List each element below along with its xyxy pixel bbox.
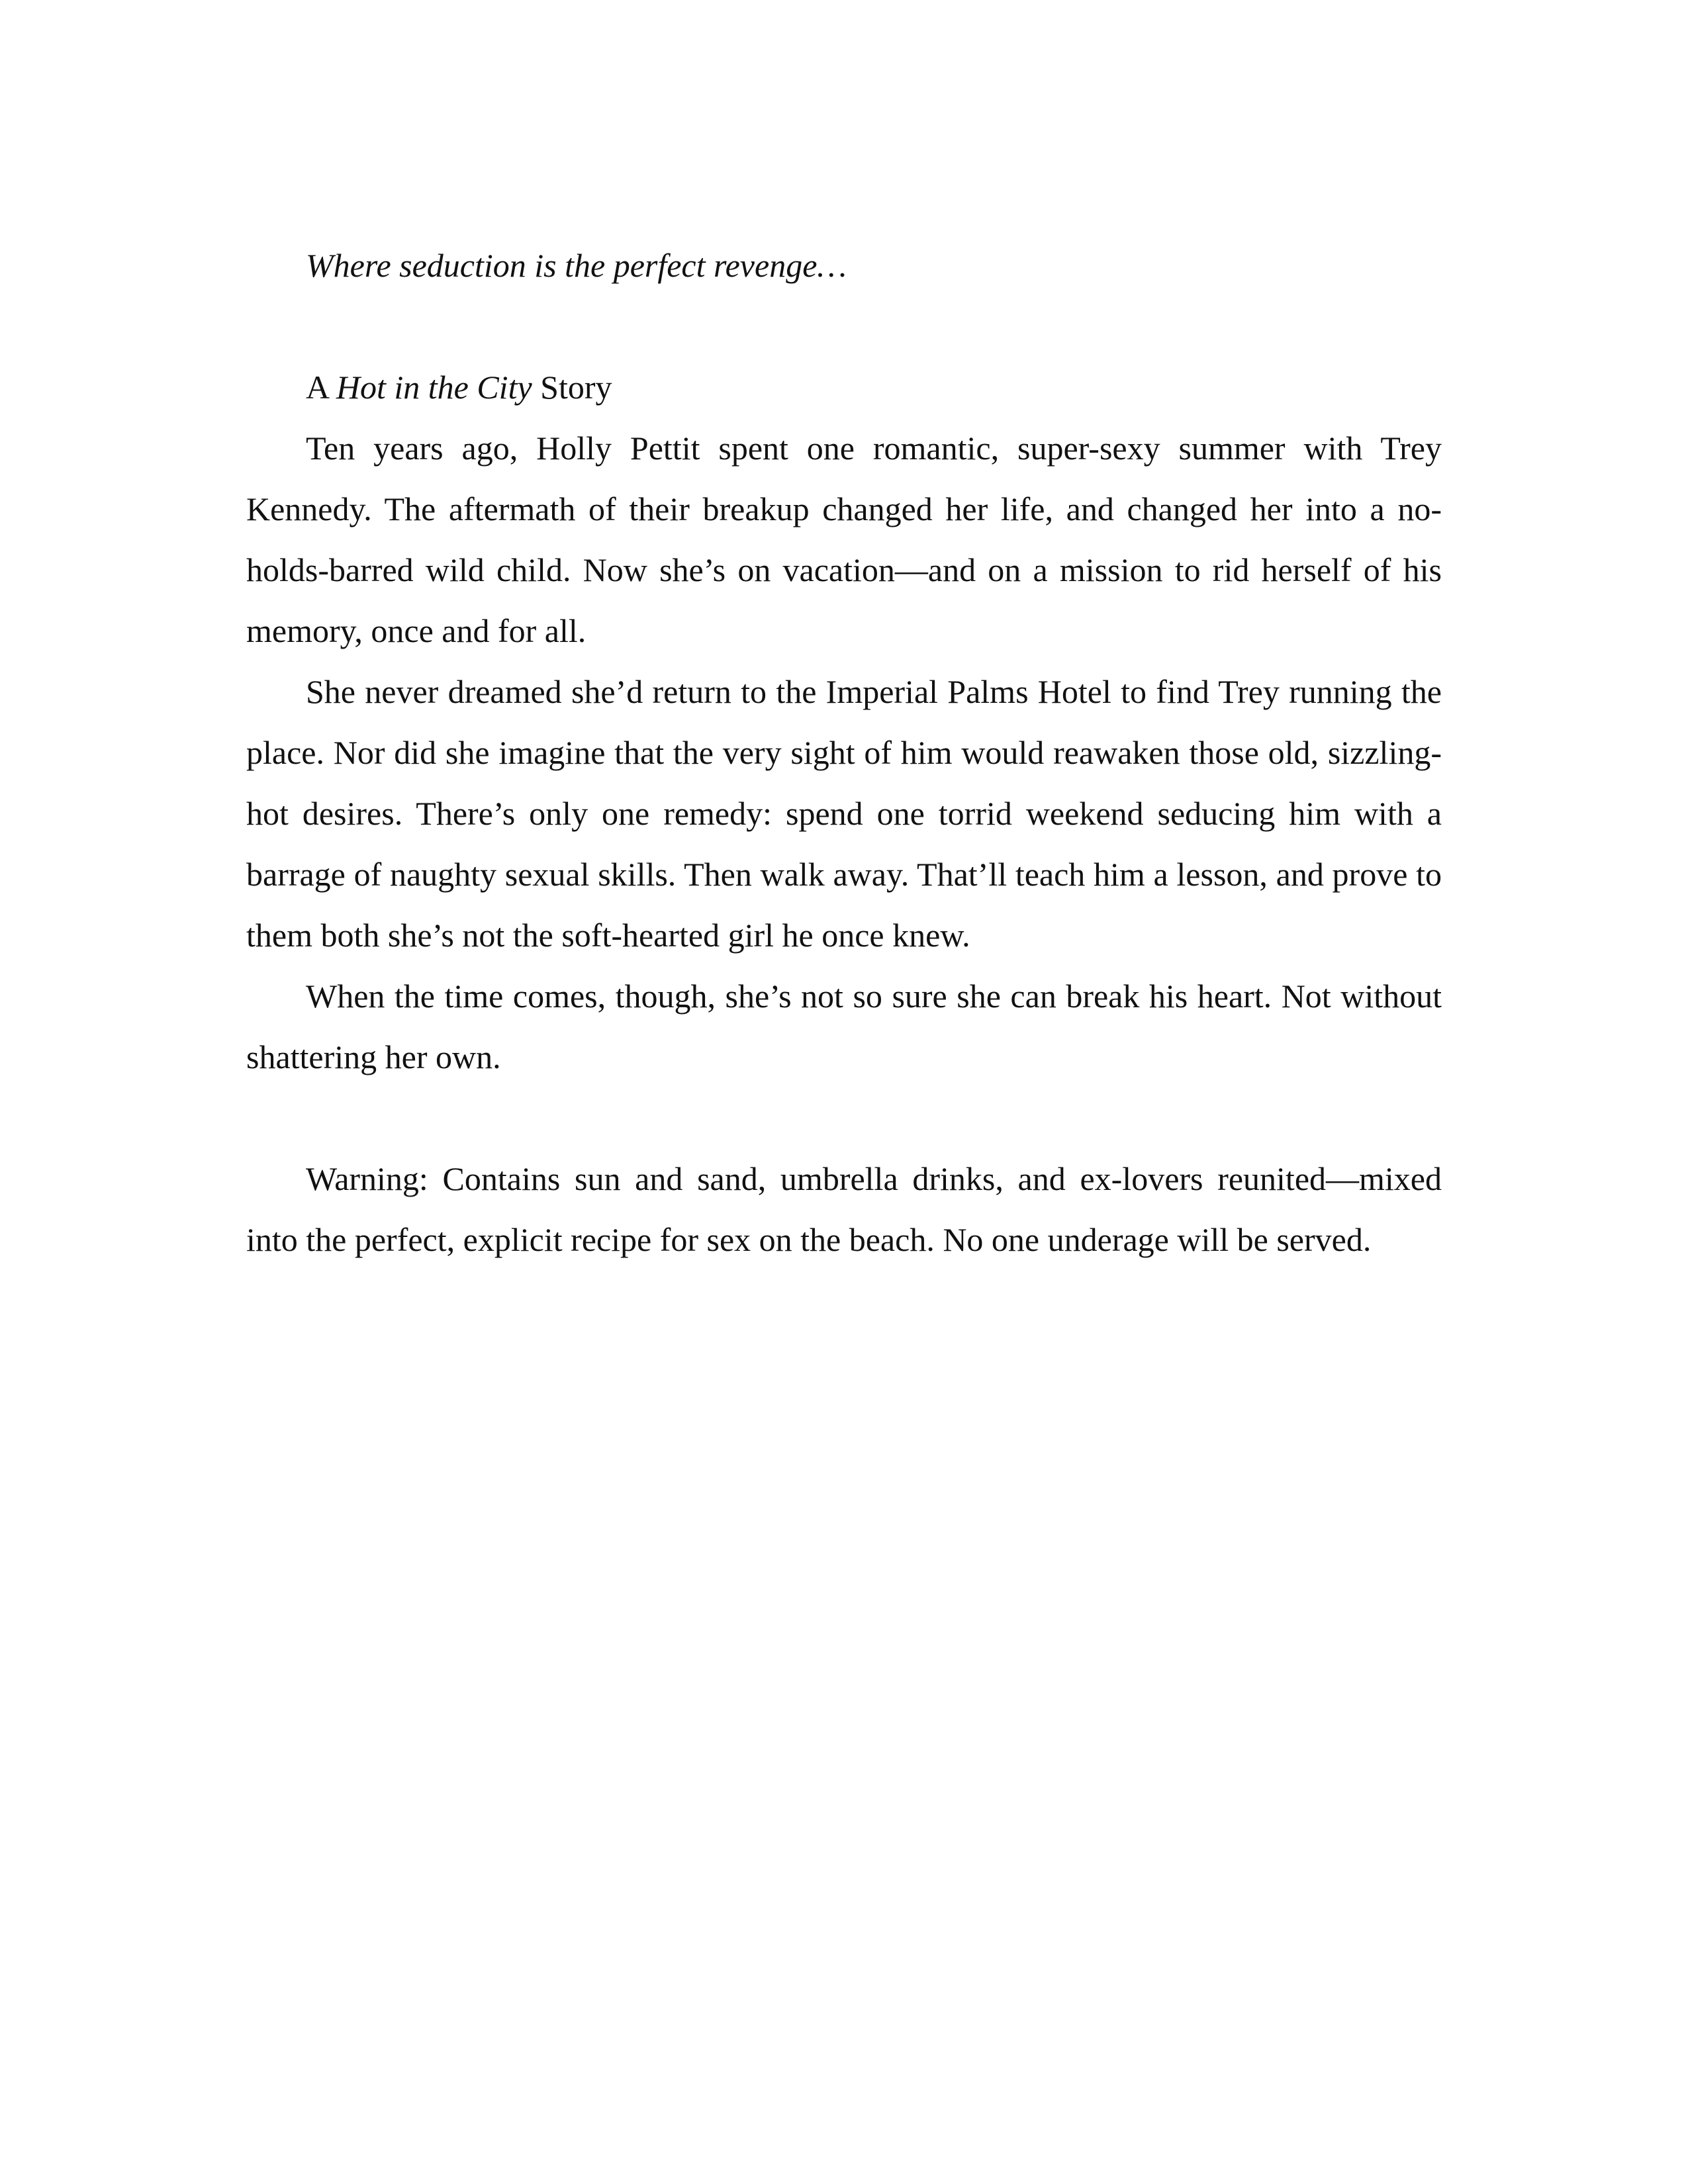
warning-paragraph: Warning: Contains sun and sand, umbrella drinks, and ex-lovers reunited—mixed into the perfect, explicit recipe for sex on the beach. No one underage will be served. — [246, 1160, 1442, 1258]
paragraph-3: When the time comes, though, she’s not so sure she can break his heart. Not without shattering her own. — [246, 978, 1442, 1075]
tagline: Where seduction is the perfect revenge… — [306, 247, 847, 284]
series-prefix: A — [306, 369, 336, 406]
paragraph-1: Ten years ago, Holly Pettit spent one romantic, super-sexy summer with Trey Kennedy. The aftermath of their breakup changed her life, and changed her into a no-holds-barred wild child. Now she’s on vacation—and on a mission to rid herself of his memory, once and for all. — [246, 430, 1442, 649]
series-suffix: Story — [532, 369, 612, 406]
series-line — [246, 357, 1442, 418]
paragraph-2: She never dreamed she’d return to the Imperial Palms Hotel to find Trey running the place. Nor did she imagine that the very sight of him would reawaken those old, sizzling-hot desires. There’s only one remedy: spend one torrid weekend seducing him with a barrage of naughty sexual skills. Then walk away. That’ll teach him a lesson, and prove to them both she’s not the soft-hearted girl he once knew. — [246, 673, 1442, 954]
series-title: Hot in the City — [336, 369, 532, 406]
blurb-text — [246, 235, 1442, 1270]
